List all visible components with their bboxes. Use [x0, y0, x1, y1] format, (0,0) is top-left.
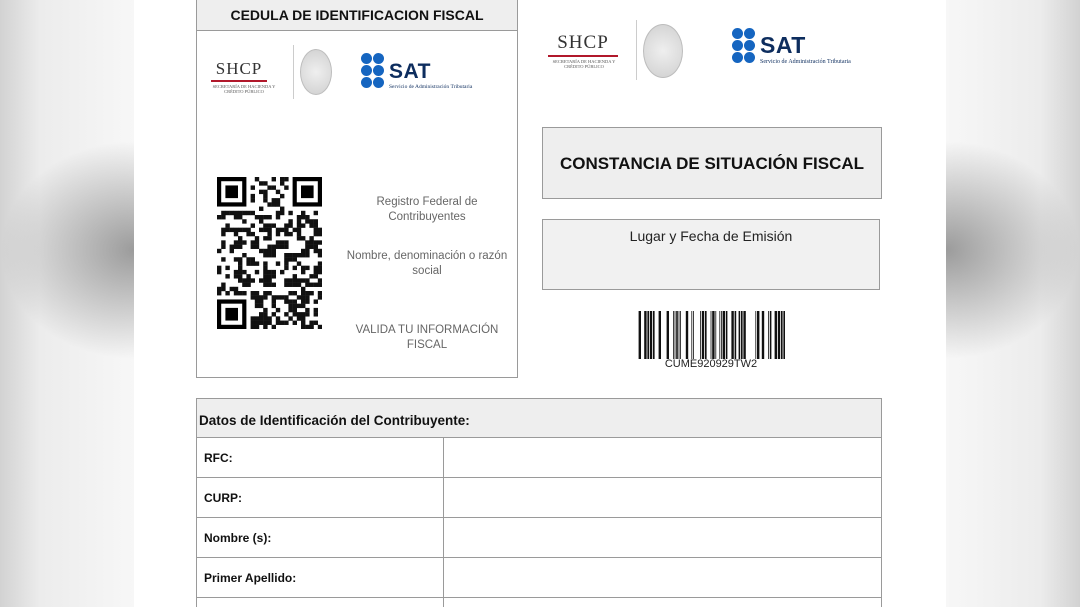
barcode-text: CUME920929TW2	[664, 358, 758, 370]
qr-code-icon	[217, 177, 322, 329]
table-row	[197, 518, 881, 558]
constancia-title: CONSTANCIA DE SITUACIÓN FISCAL	[542, 127, 882, 199]
next-row-label	[197, 598, 444, 607]
table-row	[197, 558, 881, 598]
cedula-card	[196, 0, 518, 378]
curp-value	[444, 478, 881, 517]
mexico-seal-icon	[636, 20, 683, 80]
barcode-icon	[637, 311, 785, 359]
valida-info-label: VALIDA TU INFORMACIÓN FISCAL	[355, 324, 499, 351]
cedula-title: CEDULA DE IDENTIFICACION FISCAL	[197, 0, 517, 31]
document-page	[134, 0, 946, 607]
next-row-value	[444, 598, 881, 607]
table-row	[197, 478, 881, 518]
primer-apellido-label: Primer Apellido:	[197, 558, 444, 597]
rfc-label: RFC:	[197, 438, 444, 477]
shcp-logo-icon: SHCP SECRETARÍA DE HACIENDA Y CRÉDITO PÚBLICO	[548, 32, 620, 69]
mexico-seal-icon	[293, 45, 330, 99]
rfc-info-label: Registro Federal de Contribuyentes	[376, 196, 478, 223]
shcp-logo-icon: SHCP SECRETARÍA DE HACIENDA Y CRÉDITO PÚBLICO	[212, 59, 276, 94]
table-row	[197, 438, 881, 478]
left-backdrop-shadow	[0, 140, 134, 360]
lugar-fecha-label: Lugar y Fecha de Emisión	[629, 228, 793, 244]
nombre-value	[444, 518, 881, 557]
rfc-value	[444, 438, 881, 477]
primer-apellido-value	[444, 558, 881, 597]
lugar-fecha-box	[542, 219, 880, 290]
table-row	[197, 598, 881, 607]
cedula-logos: SHCP SECRETARÍA DE HACIENDA Y CRÉDITO PÚBLICO SAT Servicio de Administración Tributaria	[211, 45, 503, 105]
datos-title: Datos de Identificación del Contribuyente:	[197, 399, 881, 438]
right-backdrop-shadow	[946, 140, 1080, 360]
header-logos: SHCP SECRETARÍA DE HACIENDA Y CRÉDITO PÚBLICO SAT Servicio de Administración Tributaria	[548, 18, 888, 88]
nombre-label: Nombre (s):	[197, 518, 444, 557]
datos-table	[196, 398, 882, 607]
curp-label: CURP:	[197, 478, 444, 517]
nombre-info-label: Nombre, denominación o razón social	[346, 250, 508, 277]
